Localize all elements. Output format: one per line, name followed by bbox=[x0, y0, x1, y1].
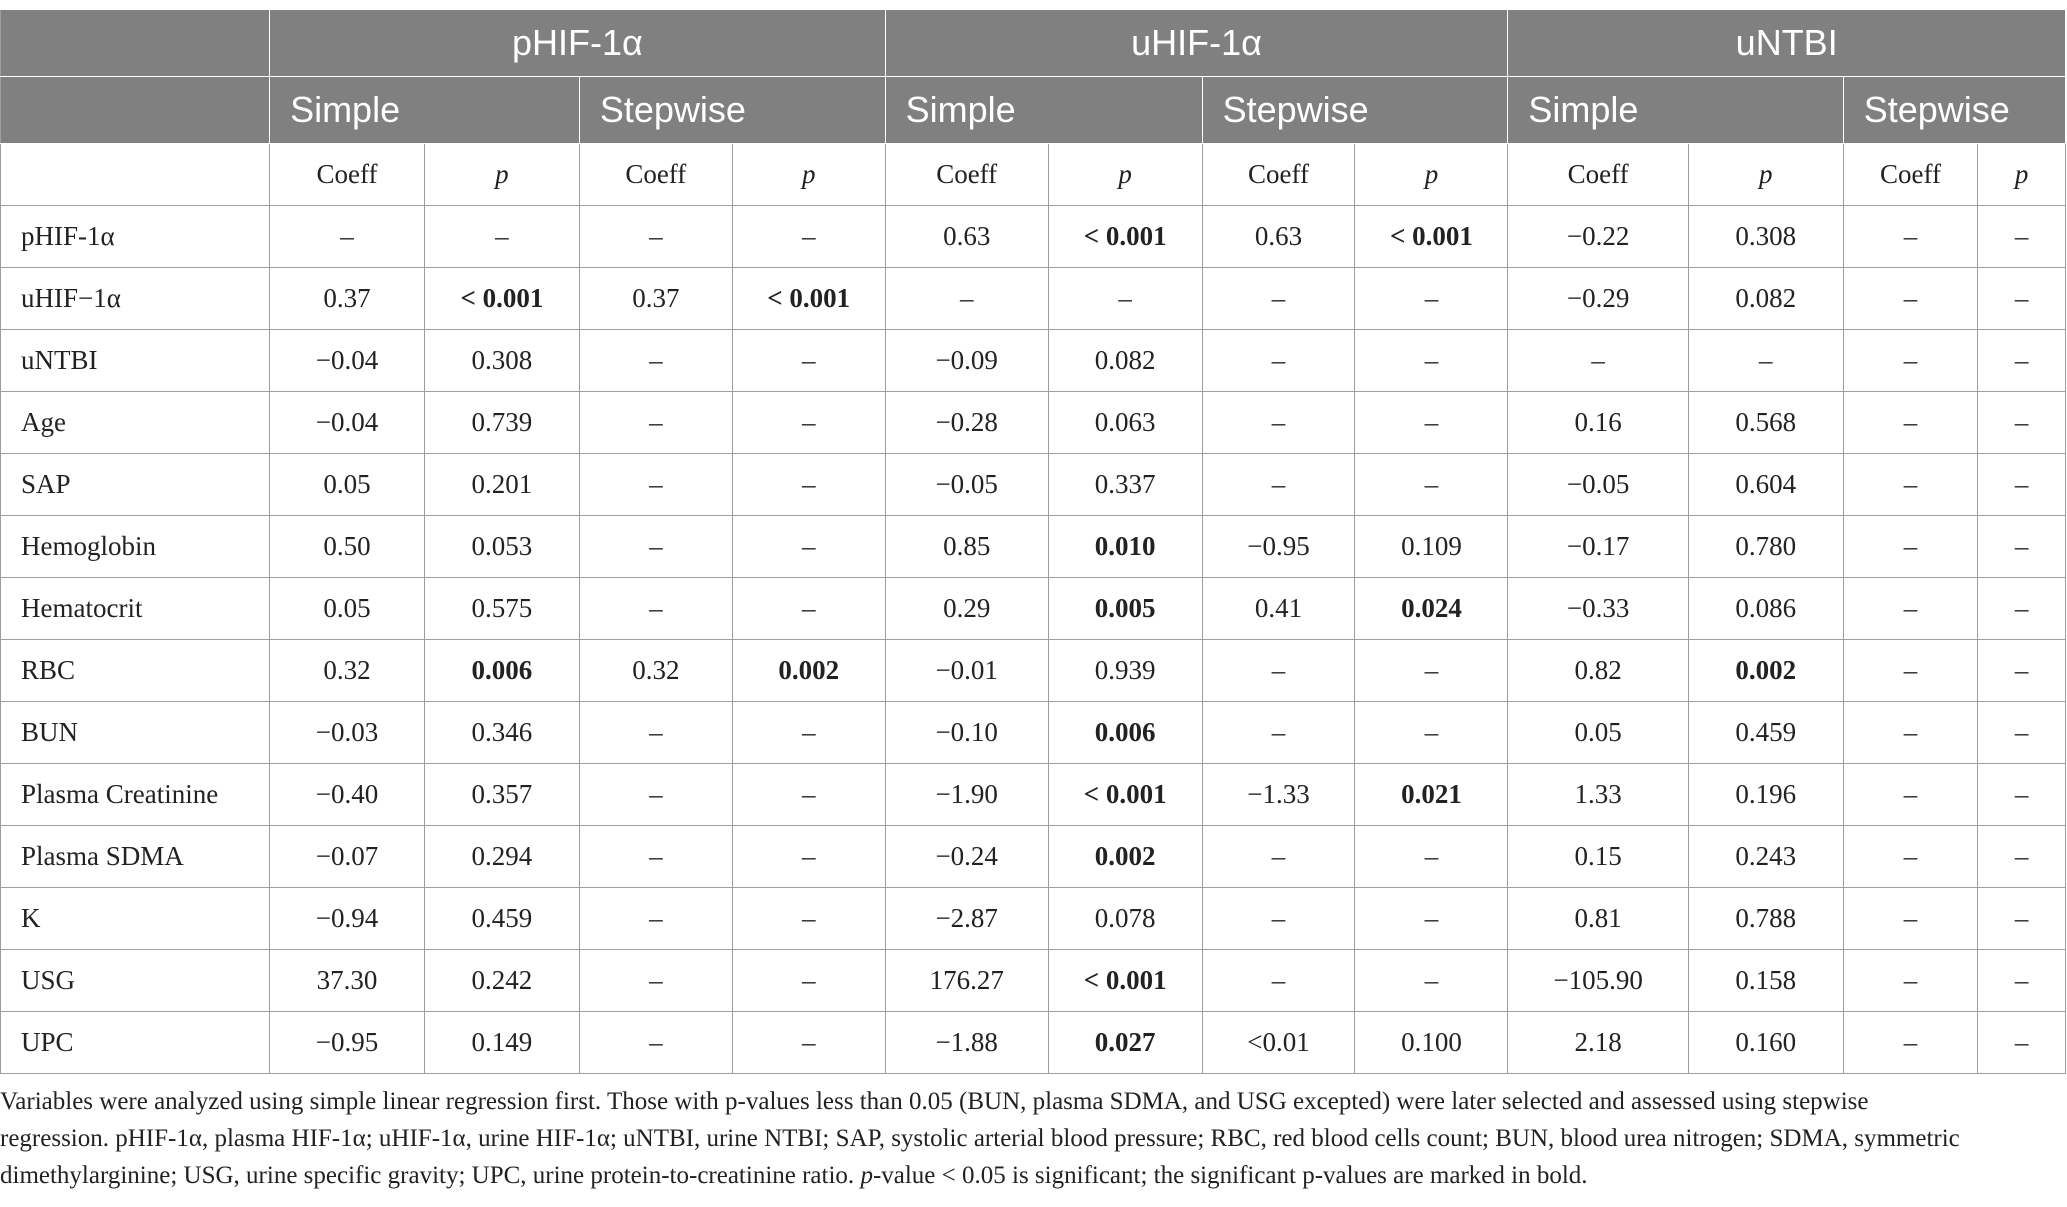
table-cell: 0.788 bbox=[1688, 888, 1843, 950]
table-cell: – bbox=[1202, 454, 1355, 516]
table-cell: −0.17 bbox=[1508, 516, 1688, 578]
table-cell: – bbox=[1978, 268, 2066, 330]
table-cell: – bbox=[579, 454, 732, 516]
table-cell: – bbox=[1355, 950, 1508, 1012]
table-cell: – bbox=[1843, 950, 1978, 1012]
table-cell: −0.94 bbox=[270, 888, 425, 950]
table-cell: – bbox=[1355, 702, 1508, 764]
table-cell: – bbox=[1843, 1012, 1978, 1074]
table-cell: 0.939 bbox=[1048, 640, 1202, 702]
regression-table-container bbox=[0, 9, 2067, 1074]
table-cell: 0.006 bbox=[1048, 702, 1202, 764]
method-header: Stepwise bbox=[579, 77, 885, 144]
table-cell: – bbox=[1048, 268, 1202, 330]
row-label: SAP bbox=[1, 454, 270, 516]
table-cell: −1.33 bbox=[1202, 764, 1355, 826]
table-row bbox=[1, 392, 2066, 454]
column-label-p: p bbox=[424, 144, 579, 206]
table-cell: – bbox=[1843, 702, 1978, 764]
table-cell: −0.10 bbox=[885, 702, 1048, 764]
table-cell: 0.346 bbox=[424, 702, 579, 764]
table-cell: −0.33 bbox=[1508, 578, 1688, 640]
method-header: Stepwise bbox=[1843, 77, 2065, 144]
table-cell: 0.086 bbox=[1688, 578, 1843, 640]
table-cell: 0.158 bbox=[1688, 950, 1843, 1012]
table-cell: 0.29 bbox=[885, 578, 1048, 640]
table-cell: < 0.001 bbox=[1355, 206, 1508, 268]
table-cell: – bbox=[579, 578, 732, 640]
table-cell: < 0.001 bbox=[1048, 950, 1202, 1012]
table-cell: 0.32 bbox=[579, 640, 732, 702]
table-cell: 0.010 bbox=[1048, 516, 1202, 578]
table-cell: – bbox=[732, 950, 885, 1012]
table-cell: 0.604 bbox=[1688, 454, 1843, 516]
table-cell: – bbox=[732, 826, 885, 888]
table-cell: – bbox=[1202, 330, 1355, 392]
table-cell: 176.27 bbox=[885, 950, 1048, 1012]
table-cell: – bbox=[1978, 826, 2066, 888]
row-label: uHIF−1α bbox=[1, 268, 270, 330]
column-label-p: p bbox=[1355, 144, 1508, 206]
table-cell: < 0.001 bbox=[732, 268, 885, 330]
table-cell: – bbox=[270, 206, 425, 268]
table-cell: 0.027 bbox=[1048, 1012, 1202, 1074]
table-cell: −2.87 bbox=[885, 888, 1048, 950]
table-cell: – bbox=[424, 206, 579, 268]
table-cell: – bbox=[1978, 1012, 2066, 1074]
table-cell: −1.90 bbox=[885, 764, 1048, 826]
table-cell: < 0.001 bbox=[1048, 206, 1202, 268]
table-cell: – bbox=[1202, 950, 1355, 1012]
table-cell: – bbox=[1978, 640, 2066, 702]
column-label-coeff: Coeff bbox=[1508, 144, 1688, 206]
row-label: USG bbox=[1, 950, 270, 1012]
footnote-text-end: -value < 0.05 is significant; the significant p-values are marked in bold. bbox=[872, 1162, 1588, 1189]
table-cell: 0.053 bbox=[424, 516, 579, 578]
table-cell: – bbox=[1355, 888, 1508, 950]
table-cell: 0.63 bbox=[885, 206, 1048, 268]
column-label-coeff: Coeff bbox=[885, 144, 1048, 206]
table-cell: 0.63 bbox=[1202, 206, 1355, 268]
table-cell: – bbox=[1978, 392, 2066, 454]
row-label: Hematocrit bbox=[1, 578, 270, 640]
table-cell: – bbox=[579, 702, 732, 764]
table-cell: 0.32 bbox=[270, 640, 425, 702]
group-header-phif: pHIF-1α bbox=[270, 10, 886, 77]
method-header: Simple bbox=[1508, 77, 1843, 144]
table-cell: 0.05 bbox=[1508, 702, 1688, 764]
table-cell: – bbox=[579, 330, 732, 392]
table-row bbox=[1, 578, 2066, 640]
table-cell: −0.01 bbox=[885, 640, 1048, 702]
table-cell: 0.459 bbox=[1688, 702, 1843, 764]
table-row bbox=[1, 826, 2066, 888]
table-cell: 0.82 bbox=[1508, 640, 1688, 702]
table-cell: 0.024 bbox=[1355, 578, 1508, 640]
table-cell: – bbox=[579, 950, 732, 1012]
table-cell: – bbox=[1202, 392, 1355, 454]
row-label: UPC bbox=[1, 1012, 270, 1074]
table-cell: – bbox=[732, 516, 885, 578]
table-cell: 0.109 bbox=[1355, 516, 1508, 578]
method-header: Simple bbox=[270, 77, 580, 144]
table-cell: – bbox=[1978, 516, 2066, 578]
row-label: Hemoglobin bbox=[1, 516, 270, 578]
table-cell: −0.95 bbox=[1202, 516, 1355, 578]
regression-table bbox=[0, 9, 2066, 1074]
table-cell: 0.575 bbox=[424, 578, 579, 640]
table-cell: – bbox=[1202, 826, 1355, 888]
table-cell: −105.90 bbox=[1508, 950, 1688, 1012]
row-label: K bbox=[1, 888, 270, 950]
table-cell: – bbox=[732, 888, 885, 950]
table-cell: – bbox=[1202, 268, 1355, 330]
row-label: Age bbox=[1, 392, 270, 454]
table-cell: – bbox=[732, 206, 885, 268]
table-cell: 0.149 bbox=[424, 1012, 579, 1074]
column-label-coeff: Coeff bbox=[1202, 144, 1355, 206]
table-cell: 0.082 bbox=[1048, 330, 1202, 392]
table-cell: – bbox=[1843, 826, 1978, 888]
table-cell: 0.308 bbox=[1688, 206, 1843, 268]
column-label-row bbox=[1, 144, 2066, 206]
table-cell: – bbox=[1355, 268, 1508, 330]
table-cell: – bbox=[732, 764, 885, 826]
table-cell: – bbox=[1355, 454, 1508, 516]
table-cell: 0.005 bbox=[1048, 578, 1202, 640]
column-label-p: p bbox=[732, 144, 885, 206]
group-header-untbi: uNTBI bbox=[1508, 10, 2066, 77]
method-header-row bbox=[1, 77, 2066, 144]
table-cell: < 0.001 bbox=[1048, 764, 1202, 826]
table-cell: – bbox=[1843, 268, 1978, 330]
table-cell: – bbox=[1202, 888, 1355, 950]
table-cell: 0.308 bbox=[424, 330, 579, 392]
table-cell: – bbox=[1843, 454, 1978, 516]
table-cell: – bbox=[1978, 206, 2066, 268]
table-cell: 2.18 bbox=[1508, 1012, 1688, 1074]
table-body bbox=[1, 144, 2066, 1074]
table-cell: 0.002 bbox=[1048, 826, 1202, 888]
table-cell: – bbox=[1355, 330, 1508, 392]
column-label-p: p bbox=[1978, 144, 2066, 206]
table-cell: – bbox=[1843, 888, 1978, 950]
table-cell: −0.03 bbox=[270, 702, 425, 764]
table-cell: 0.780 bbox=[1688, 516, 1843, 578]
column-label-coeff: Coeff bbox=[270, 144, 425, 206]
table-cell: – bbox=[1978, 330, 2066, 392]
table-row bbox=[1, 268, 2066, 330]
method-header: Stepwise bbox=[1202, 77, 1508, 144]
table-cell: 0.021 bbox=[1355, 764, 1508, 826]
table-cell: – bbox=[579, 392, 732, 454]
group-header-row bbox=[1, 10, 2066, 77]
table-cell: – bbox=[1688, 330, 1843, 392]
table-cell: – bbox=[1508, 330, 1688, 392]
table-cell: 0.568 bbox=[1688, 392, 1843, 454]
row-label: Plasma SDMA bbox=[1, 826, 270, 888]
table-cell: – bbox=[1355, 640, 1508, 702]
table-cell: −0.05 bbox=[1508, 454, 1688, 516]
table-row bbox=[1, 206, 2066, 268]
table-cell: – bbox=[579, 206, 732, 268]
table-cell: – bbox=[1843, 330, 1978, 392]
table-cell: 0.002 bbox=[1688, 640, 1843, 702]
table-cell: 0.50 bbox=[270, 516, 425, 578]
table-row bbox=[1, 950, 2066, 1012]
table-cell: – bbox=[1978, 950, 2066, 1012]
column-label-p: p bbox=[1688, 144, 1843, 206]
table-row bbox=[1, 454, 2066, 516]
table-cell: – bbox=[1978, 764, 2066, 826]
table-cell: 0.002 bbox=[732, 640, 885, 702]
table-cell: – bbox=[732, 330, 885, 392]
table-cell: −0.29 bbox=[1508, 268, 1688, 330]
table-cell: −0.28 bbox=[885, 392, 1048, 454]
table-cell: – bbox=[1978, 888, 2066, 950]
table-cell: 0.006 bbox=[424, 640, 579, 702]
table-row bbox=[1, 888, 2066, 950]
group-header-uhif: uHIF-1α bbox=[885, 10, 1508, 77]
table-cell: −0.40 bbox=[270, 764, 425, 826]
table-cell: – bbox=[732, 702, 885, 764]
table-cell: – bbox=[579, 1012, 732, 1074]
table-row bbox=[1, 764, 2066, 826]
table-row bbox=[1, 330, 2066, 392]
row-label: BUN bbox=[1, 702, 270, 764]
table-row bbox=[1, 1012, 2066, 1074]
table-cell: – bbox=[1843, 578, 1978, 640]
table-cell: −0.24 bbox=[885, 826, 1048, 888]
table-cell: – bbox=[1355, 392, 1508, 454]
table-cell: −0.04 bbox=[270, 330, 425, 392]
method-header: Simple bbox=[885, 77, 1202, 144]
table-cell: – bbox=[1843, 206, 1978, 268]
table-cell: – bbox=[1978, 578, 2066, 640]
table-cell: – bbox=[1978, 702, 2066, 764]
table-cell: – bbox=[1843, 392, 1978, 454]
table-cell: 0.078 bbox=[1048, 888, 1202, 950]
table-footnote bbox=[0, 1083, 1960, 1194]
table-cell: 37.30 bbox=[270, 950, 425, 1012]
row-label: uNTBI bbox=[1, 330, 270, 392]
row-label: Plasma Creatinine bbox=[1, 764, 270, 826]
group-header-empty bbox=[1, 10, 270, 77]
table-cell: <0.01 bbox=[1202, 1012, 1355, 1074]
table-cell: 0.242 bbox=[424, 950, 579, 1012]
table-cell: – bbox=[579, 826, 732, 888]
table-cell: −0.09 bbox=[885, 330, 1048, 392]
table-cell: < 0.001 bbox=[424, 268, 579, 330]
table-row bbox=[1, 640, 2066, 702]
table-cell: – bbox=[579, 764, 732, 826]
table-cell: 0.063 bbox=[1048, 392, 1202, 454]
table-cell: 0.459 bbox=[424, 888, 579, 950]
table-cell: −0.07 bbox=[270, 826, 425, 888]
table-cell: −0.04 bbox=[270, 392, 425, 454]
table-cell: – bbox=[1843, 640, 1978, 702]
table-cell: – bbox=[1202, 640, 1355, 702]
table-cell: 0.05 bbox=[270, 454, 425, 516]
table-cell: 0.85 bbox=[885, 516, 1048, 578]
table-cell: – bbox=[732, 578, 885, 640]
table-cell: 0.739 bbox=[424, 392, 579, 454]
table-cell: – bbox=[732, 454, 885, 516]
table-cell: −0.05 bbox=[885, 454, 1048, 516]
table-cell: 0.243 bbox=[1688, 826, 1843, 888]
table-cell: −0.22 bbox=[1508, 206, 1688, 268]
column-label-p: p bbox=[1048, 144, 1202, 206]
table-cell: 0.15 bbox=[1508, 826, 1688, 888]
table-cell: 0.337 bbox=[1048, 454, 1202, 516]
table-cell: 0.082 bbox=[1688, 268, 1843, 330]
method-header-empty bbox=[1, 77, 270, 144]
table-cell: 0.41 bbox=[1202, 578, 1355, 640]
column-label-coeff: Coeff bbox=[579, 144, 732, 206]
row-label: RBC bbox=[1, 640, 270, 702]
table-cell: – bbox=[1843, 516, 1978, 578]
table-cell: 0.37 bbox=[579, 268, 732, 330]
table-cell: 0.81 bbox=[1508, 888, 1688, 950]
table-cell: 0.357 bbox=[424, 764, 579, 826]
table-cell: – bbox=[1202, 702, 1355, 764]
column-label-coeff: Coeff bbox=[1843, 144, 1978, 206]
table-cell: 1.33 bbox=[1508, 764, 1688, 826]
table-cell: −1.88 bbox=[885, 1012, 1048, 1074]
footnote-text: Variables were analyzed using simple linear regression first. Those with p-values less than 0.05 (BUN, plasma SDMA, and USG excepted) were later selected and assessed using stepwise regression. pHIF-1α, plasma HIF-1α; uHIF-1α, urine HIF-1α; uNTBI, urine NTBI; SAP, systolic arterial blood pressure; RBC, red blood cells count; BUN, blood urea nitrogen; SDMA, symmetric dimethylarginine; USG, urine specific gravity; UPC, urine protein-to-creatinine ratio. bbox=[0, 1088, 1960, 1189]
table-row bbox=[1, 702, 2066, 764]
table-cell: 0.201 bbox=[424, 454, 579, 516]
table-cell: −0.95 bbox=[270, 1012, 425, 1074]
table-cell: 0.37 bbox=[270, 268, 425, 330]
table-cell: 0.100 bbox=[1355, 1012, 1508, 1074]
table-row bbox=[1, 516, 2066, 578]
table-cell: 0.16 bbox=[1508, 392, 1688, 454]
table-cell: – bbox=[1355, 826, 1508, 888]
table-cell: – bbox=[732, 392, 885, 454]
table-cell: 0.05 bbox=[270, 578, 425, 640]
table-cell: – bbox=[1843, 764, 1978, 826]
table-cell: – bbox=[1978, 454, 2066, 516]
table-cell: – bbox=[579, 516, 732, 578]
table-cell: 0.294 bbox=[424, 826, 579, 888]
table-cell: – bbox=[732, 1012, 885, 1074]
table-cell: – bbox=[579, 888, 732, 950]
row-label: pHIF-1α bbox=[1, 206, 270, 268]
table-cell: 0.160 bbox=[1688, 1012, 1843, 1074]
footnote-p-italic: p bbox=[860, 1162, 873, 1189]
table-cell: – bbox=[885, 268, 1048, 330]
table-cell: 0.196 bbox=[1688, 764, 1843, 826]
column-label-empty bbox=[1, 144, 270, 206]
